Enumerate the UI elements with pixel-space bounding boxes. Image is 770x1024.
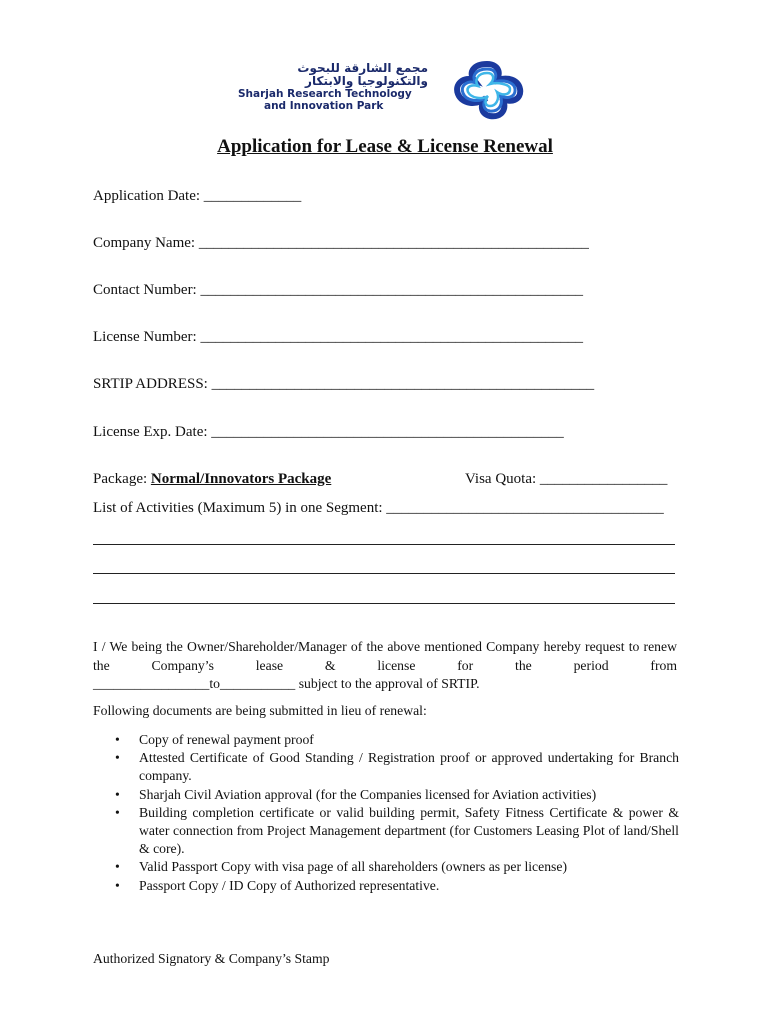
documents-list [113, 731, 679, 895]
company-name-field[interactable]: Company Name: ____________________________________________________ [93, 235, 589, 251]
list-item: • Copy of renewal payment proof [113, 731, 679, 749]
logo-arabic-text [236, 62, 428, 88]
documents-intro: Following documents are being submitted in lieu of renewal: [93, 703, 427, 718]
signature-label: Authorized Signatory & Company’s Stamp [93, 951, 330, 966]
srtip-emblem-icon [440, 58, 534, 120]
logo-arabic-line-1: مجمع الشارقة للبحوث [297, 61, 428, 75]
srtip-logo [236, 58, 536, 120]
application-date-field[interactable]: Application Date: _____________ [93, 188, 302, 204]
declaration-text: I / We being the Owner/Shareholder/Manager of the above mentioned Company hereby request to renew the Company’s lease & license for the period from [93, 639, 677, 673]
contact-number-field[interactable]: Contact Number: ___________________________________________________ [93, 282, 583, 298]
list-item: • Sharjah Civil Aviation approval (for the Companies licensed for Aviation activities) [113, 786, 679, 804]
package-field [93, 471, 331, 488]
license-exp-date-field[interactable]: License Exp. Date: _______________________________________________ [93, 424, 564, 440]
package-value: Normal/Innovators Package [150, 471, 332, 487]
package-label: Package: [93, 471, 151, 487]
list-item: • Passport Copy / ID Copy of Authorized representative. [113, 877, 679, 895]
declaration-paragraph [93, 638, 677, 694]
activities-line-1[interactable] [93, 544, 675, 545]
visa-quota-field[interactable]: Visa Quota: _________________ [465, 471, 668, 487]
license-number-field[interactable]: License Number: ___________________________________________________ [93, 329, 583, 345]
logo-english-text [238, 88, 434, 112]
list-item: • Building completion certificate or valid building permit, Safety Fitness Certificate & power & water connection from Project Management department (for Customers Leasing Plot of land/Shell & core). [113, 804, 679, 859]
list-item: • Attested Certificate of Good Standing / Registration proof or approved undertaking for Branch company. [113, 749, 679, 785]
logo-english-line-2: and Innovation Park [264, 100, 384, 112]
logo-english-line-1: Sharjah Research Technology [238, 88, 412, 100]
activities-line-2[interactable] [93, 573, 675, 574]
logo-arabic-line-2: والتكنولوجيا والابتكار [305, 74, 428, 88]
declaration-period-text[interactable]: _________________to___________ subject to the approval of SRTIP. [93, 676, 480, 691]
list-item: • Valid Passport Copy with visa page of all shareholders (owners as per license) [113, 858, 679, 876]
activities-line-3[interactable] [93, 603, 675, 604]
srtip-address-field[interactable]: SRTIP ADDRESS: ___________________________________________________ [93, 376, 595, 392]
form-title: Application for Lease & License Renewal [217, 136, 553, 157]
activities-field[interactable]: List of Activities (Maximum 5) in one Segment: _____________________________________ [93, 500, 664, 516]
